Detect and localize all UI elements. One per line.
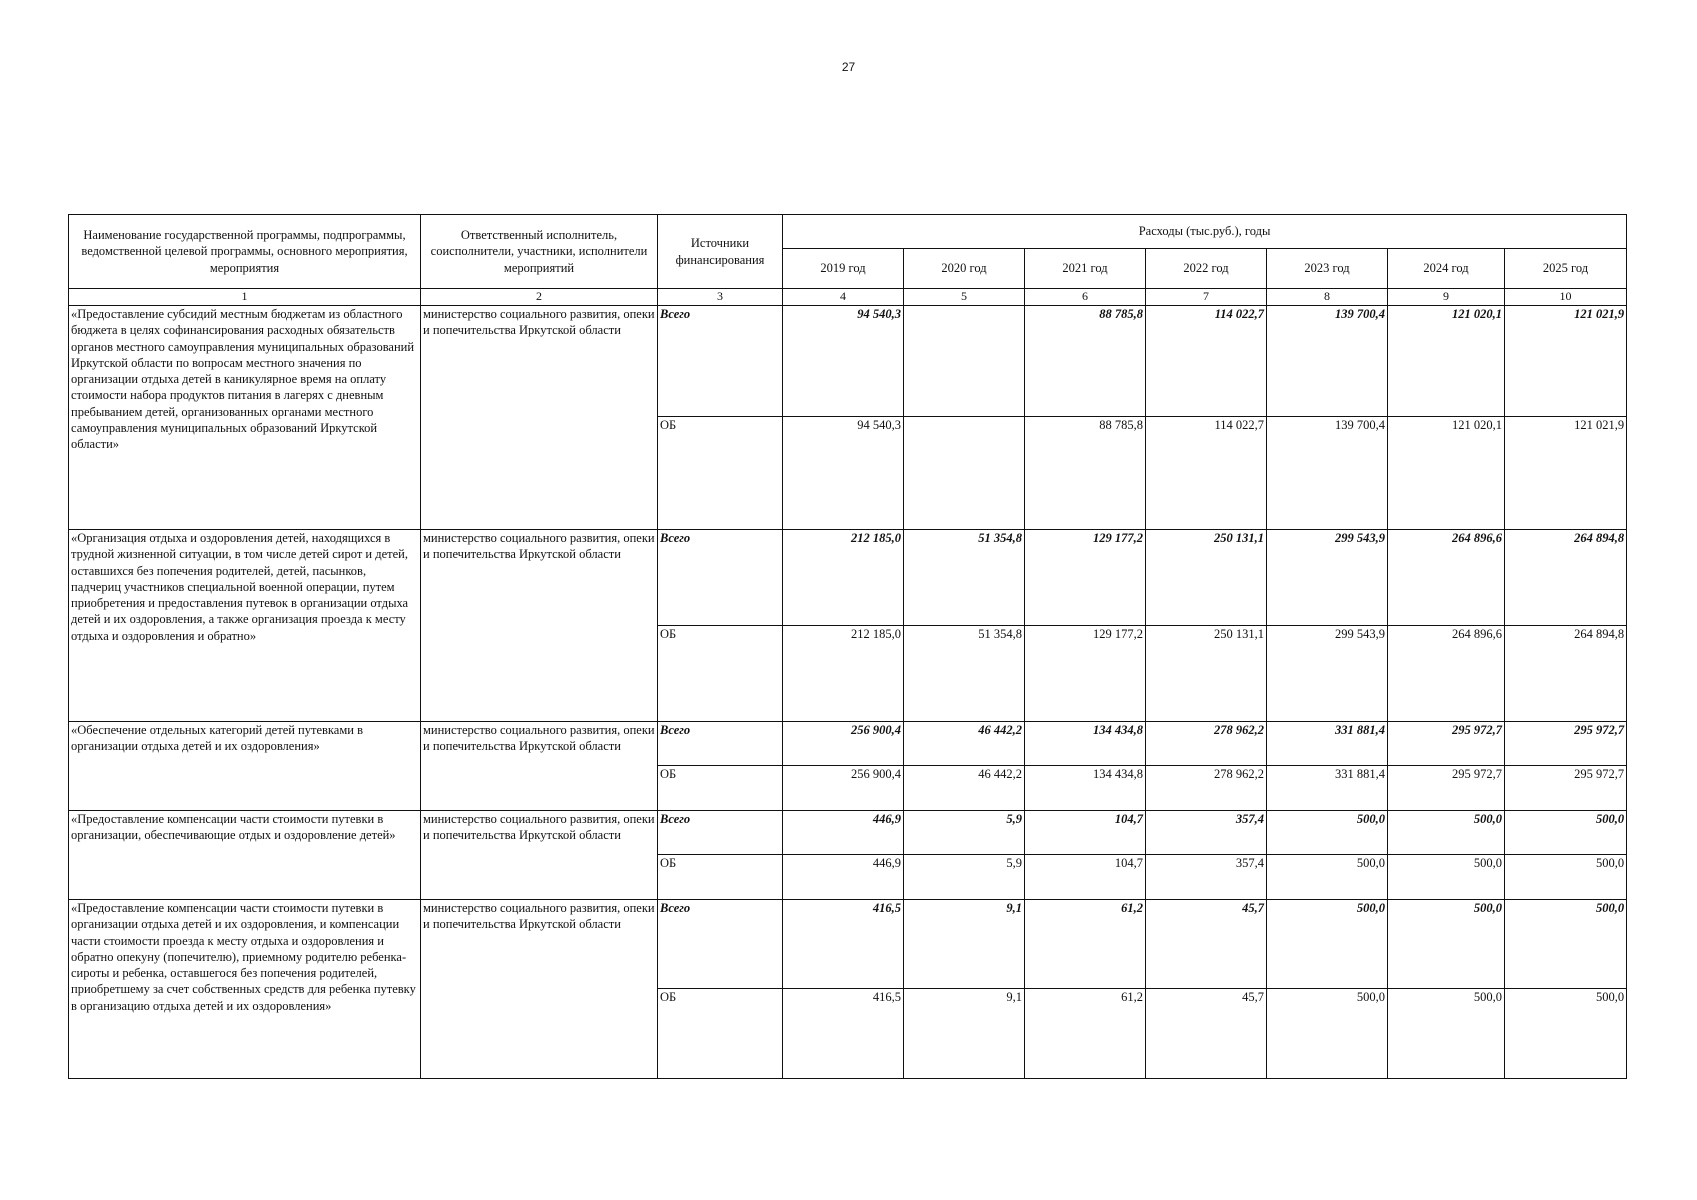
source-total-label: Всего — [658, 811, 783, 855]
ob-value: 500,0 — [1505, 989, 1627, 1079]
ob-value: 299 543,9 — [1267, 626, 1388, 722]
column-number: 4 — [783, 289, 904, 306]
ob-value: 212 185,0 — [783, 626, 904, 722]
total-value: 278 962,2 — [1146, 722, 1267, 766]
ob-value: 121 020,1 — [1388, 417, 1505, 530]
table-row — [69, 811, 1627, 855]
ob-value: 278 962,2 — [1146, 766, 1267, 811]
source-ob-label: ОБ — [658, 855, 783, 900]
column-number: 5 — [904, 289, 1025, 306]
total-value: 295 972,7 — [1388, 722, 1505, 766]
total-value: 129 177,2 — [1025, 530, 1146, 626]
executor-name: министерство социального развития, опеки и попечительства Иркутской области — [421, 530, 658, 722]
total-value: 446,9 — [783, 811, 904, 855]
source-ob-label: ОБ — [658, 417, 783, 530]
ob-value: 500,0 — [1388, 989, 1505, 1079]
total-value: 299 543,9 — [1267, 530, 1388, 626]
header-year: 2021 год — [1025, 249, 1146, 289]
table-row — [69, 722, 1627, 766]
ob-value: 9,1 — [904, 989, 1025, 1079]
measure-name: «Обеспечение отдельных категорий детей путевками в организации отдыха детей и их оздоровления» — [69, 722, 421, 811]
executor-name: министерство социального развития, опеки и попечительства Иркутской области — [421, 900, 658, 1079]
total-value: 51 354,8 — [904, 530, 1025, 626]
ob-value: 295 972,7 — [1505, 766, 1627, 811]
source-total-label: Всего — [658, 530, 783, 626]
total-value: 61,2 — [1025, 900, 1146, 989]
ob-value: 331 881,4 — [1267, 766, 1388, 811]
total-value: 94 540,3 — [783, 306, 904, 417]
ob-value: 295 972,7 — [1388, 766, 1505, 811]
total-value: 295 972,7 — [1505, 722, 1627, 766]
ob-value: 61,2 — [1025, 989, 1146, 1079]
ob-value: 104,7 — [1025, 855, 1146, 900]
ob-value: 500,0 — [1267, 855, 1388, 900]
measure-name: «Предоставление компенсации части стоимости путевки в организации, обеспечивающие отдых и оздоровление детей» — [69, 811, 421, 900]
header-year: 2022 год — [1146, 249, 1267, 289]
ob-value: 134 434,8 — [1025, 766, 1146, 811]
measure-name: «Организация отдыха и оздоровления детей, находящихся в трудной жизненной ситуации, в том числе детей сирот и детей, оставшихся без попечения родителей, детей, пасынков, падчериц участников специальной военной операции, путем приобретения и предоставления путевок в организации отдыха детей и их оздоровления, а также организация проезда к месту отдыха и оздоровления и обратно» — [69, 530, 421, 722]
source-total-label: Всего — [658, 722, 783, 766]
ob-value: 139 700,4 — [1267, 417, 1388, 530]
source-ob-label: ОБ — [658, 989, 783, 1079]
total-value: 500,0 — [1505, 900, 1627, 989]
total-value: 114 022,7 — [1146, 306, 1267, 417]
header-source: Источники финансирования — [658, 215, 783, 289]
source-ob-label: ОБ — [658, 626, 783, 722]
total-value: 46 442,2 — [904, 722, 1025, 766]
ob-value: 416,5 — [783, 989, 904, 1079]
total-value: 250 131,1 — [1146, 530, 1267, 626]
ob-value: 94 540,3 — [783, 417, 904, 530]
total-value: 88 785,8 — [1025, 306, 1146, 417]
ob-value: 5,9 — [904, 855, 1025, 900]
total-value: 500,0 — [1388, 811, 1505, 855]
ob-value: 88 785,8 — [1025, 417, 1146, 530]
total-value: 121 021,9 — [1505, 306, 1627, 417]
ob-value: 500,0 — [1267, 989, 1388, 1079]
total-value: 264 894,8 — [1505, 530, 1627, 626]
ob-value: 114 022,7 — [1146, 417, 1267, 530]
ob-value: 256 900,4 — [783, 766, 904, 811]
table-row — [69, 900, 1627, 989]
column-number: 1 — [69, 289, 421, 306]
total-value: 45,7 — [1146, 900, 1267, 989]
measure-name: «Предоставление компенсации части стоимости путевки в организации отдыха детей и их оздоровления, и компенсации части стоимости проезда к месту отдыха и оздоровления и обратно опекуну (попечителю), приемному родителю ребенка-сироты и ребенка, оставшегося без попечения родителей, приобретшему за счет собственных средств для ребенка путевку в организацию отдыха детей и их оздоровления» — [69, 900, 421, 1079]
total-value: 104,7 — [1025, 811, 1146, 855]
executor-name: министерство социального развития, опеки и попечительства Иркутской области — [421, 811, 658, 900]
ob-value: 45,7 — [1146, 989, 1267, 1079]
expenses-table — [68, 214, 1627, 1079]
total-value: 500,0 — [1267, 900, 1388, 989]
executor-name: министерство социального развития, опеки и попечительства Иркутской области — [421, 722, 658, 811]
total-value: 121 020,1 — [1388, 306, 1505, 417]
ob-value — [904, 417, 1025, 530]
header-year: 2024 год — [1388, 249, 1505, 289]
ob-value: 250 131,1 — [1146, 626, 1267, 722]
header-year: 2025 год — [1505, 249, 1627, 289]
total-value — [904, 306, 1025, 417]
source-total-label: Всего — [658, 306, 783, 417]
header-name: Наименование государственной программы, подпрограммы, ведомственной целевой программы, основного мероприятия, мероприятия — [69, 215, 421, 289]
column-number: 8 — [1267, 289, 1388, 306]
executor-name: министерство социального развития, опеки и попечительства Иркутской области — [421, 306, 658, 530]
header-executor: Ответственный исполнитель, соисполнители, участники, исполнители мероприятий — [421, 215, 658, 289]
total-value: 500,0 — [1388, 900, 1505, 989]
total-value: 5,9 — [904, 811, 1025, 855]
total-value: 139 700,4 — [1267, 306, 1388, 417]
column-number: 10 — [1505, 289, 1627, 306]
header-expenses: Расходы (тыс.руб.), годы — [783, 215, 1627, 249]
header-year: 2019 год — [783, 249, 904, 289]
ob-value: 46 442,2 — [904, 766, 1025, 811]
total-value: 256 900,4 — [783, 722, 904, 766]
total-value: 212 185,0 — [783, 530, 904, 626]
ob-value: 357,4 — [1146, 855, 1267, 900]
header-year: 2020 год — [904, 249, 1025, 289]
column-number: 9 — [1388, 289, 1505, 306]
ob-value: 264 896,6 — [1388, 626, 1505, 722]
total-value: 9,1 — [904, 900, 1025, 989]
measure-name: «Предоставление субсидий местным бюджетам из областного бюджета в целях софинансирования расходных обязательств органов местного самоуправления муниципальных образований Иркутской области по вопросам местного значения по организации отдыха детей в каникулярное время на оплату стоимости набора продуктов питания в лагерях с дневным пребыванием детей, организованных органами местного самоуправления муниципальных образований Иркутской области» — [69, 306, 421, 530]
total-value: 134 434,8 — [1025, 722, 1146, 766]
total-value: 416,5 — [783, 900, 904, 989]
ob-value: 500,0 — [1505, 855, 1627, 900]
ob-value: 446,9 — [783, 855, 904, 900]
column-number: 6 — [1025, 289, 1146, 306]
total-value: 331 881,4 — [1267, 722, 1388, 766]
column-number: 2 — [421, 289, 658, 306]
total-value: 264 896,6 — [1388, 530, 1505, 626]
ob-value: 121 021,9 — [1505, 417, 1627, 530]
source-total-label: Всего — [658, 900, 783, 989]
ob-value: 500,0 — [1388, 855, 1505, 900]
column-number: 7 — [1146, 289, 1267, 306]
table-row — [69, 530, 1627, 626]
total-value: 500,0 — [1505, 811, 1627, 855]
table-row — [69, 306, 1627, 417]
ob-value: 264 894,8 — [1505, 626, 1627, 722]
ob-value: 129 177,2 — [1025, 626, 1146, 722]
page-number: 27 — [841, 60, 856, 74]
ob-value: 51 354,8 — [904, 626, 1025, 722]
total-value: 500,0 — [1267, 811, 1388, 855]
source-ob-label: ОБ — [658, 766, 783, 811]
column-number: 3 — [658, 289, 783, 306]
total-value: 357,4 — [1146, 811, 1267, 855]
header-year: 2023 год — [1267, 249, 1388, 289]
column-numbers-row — [69, 289, 1627, 306]
